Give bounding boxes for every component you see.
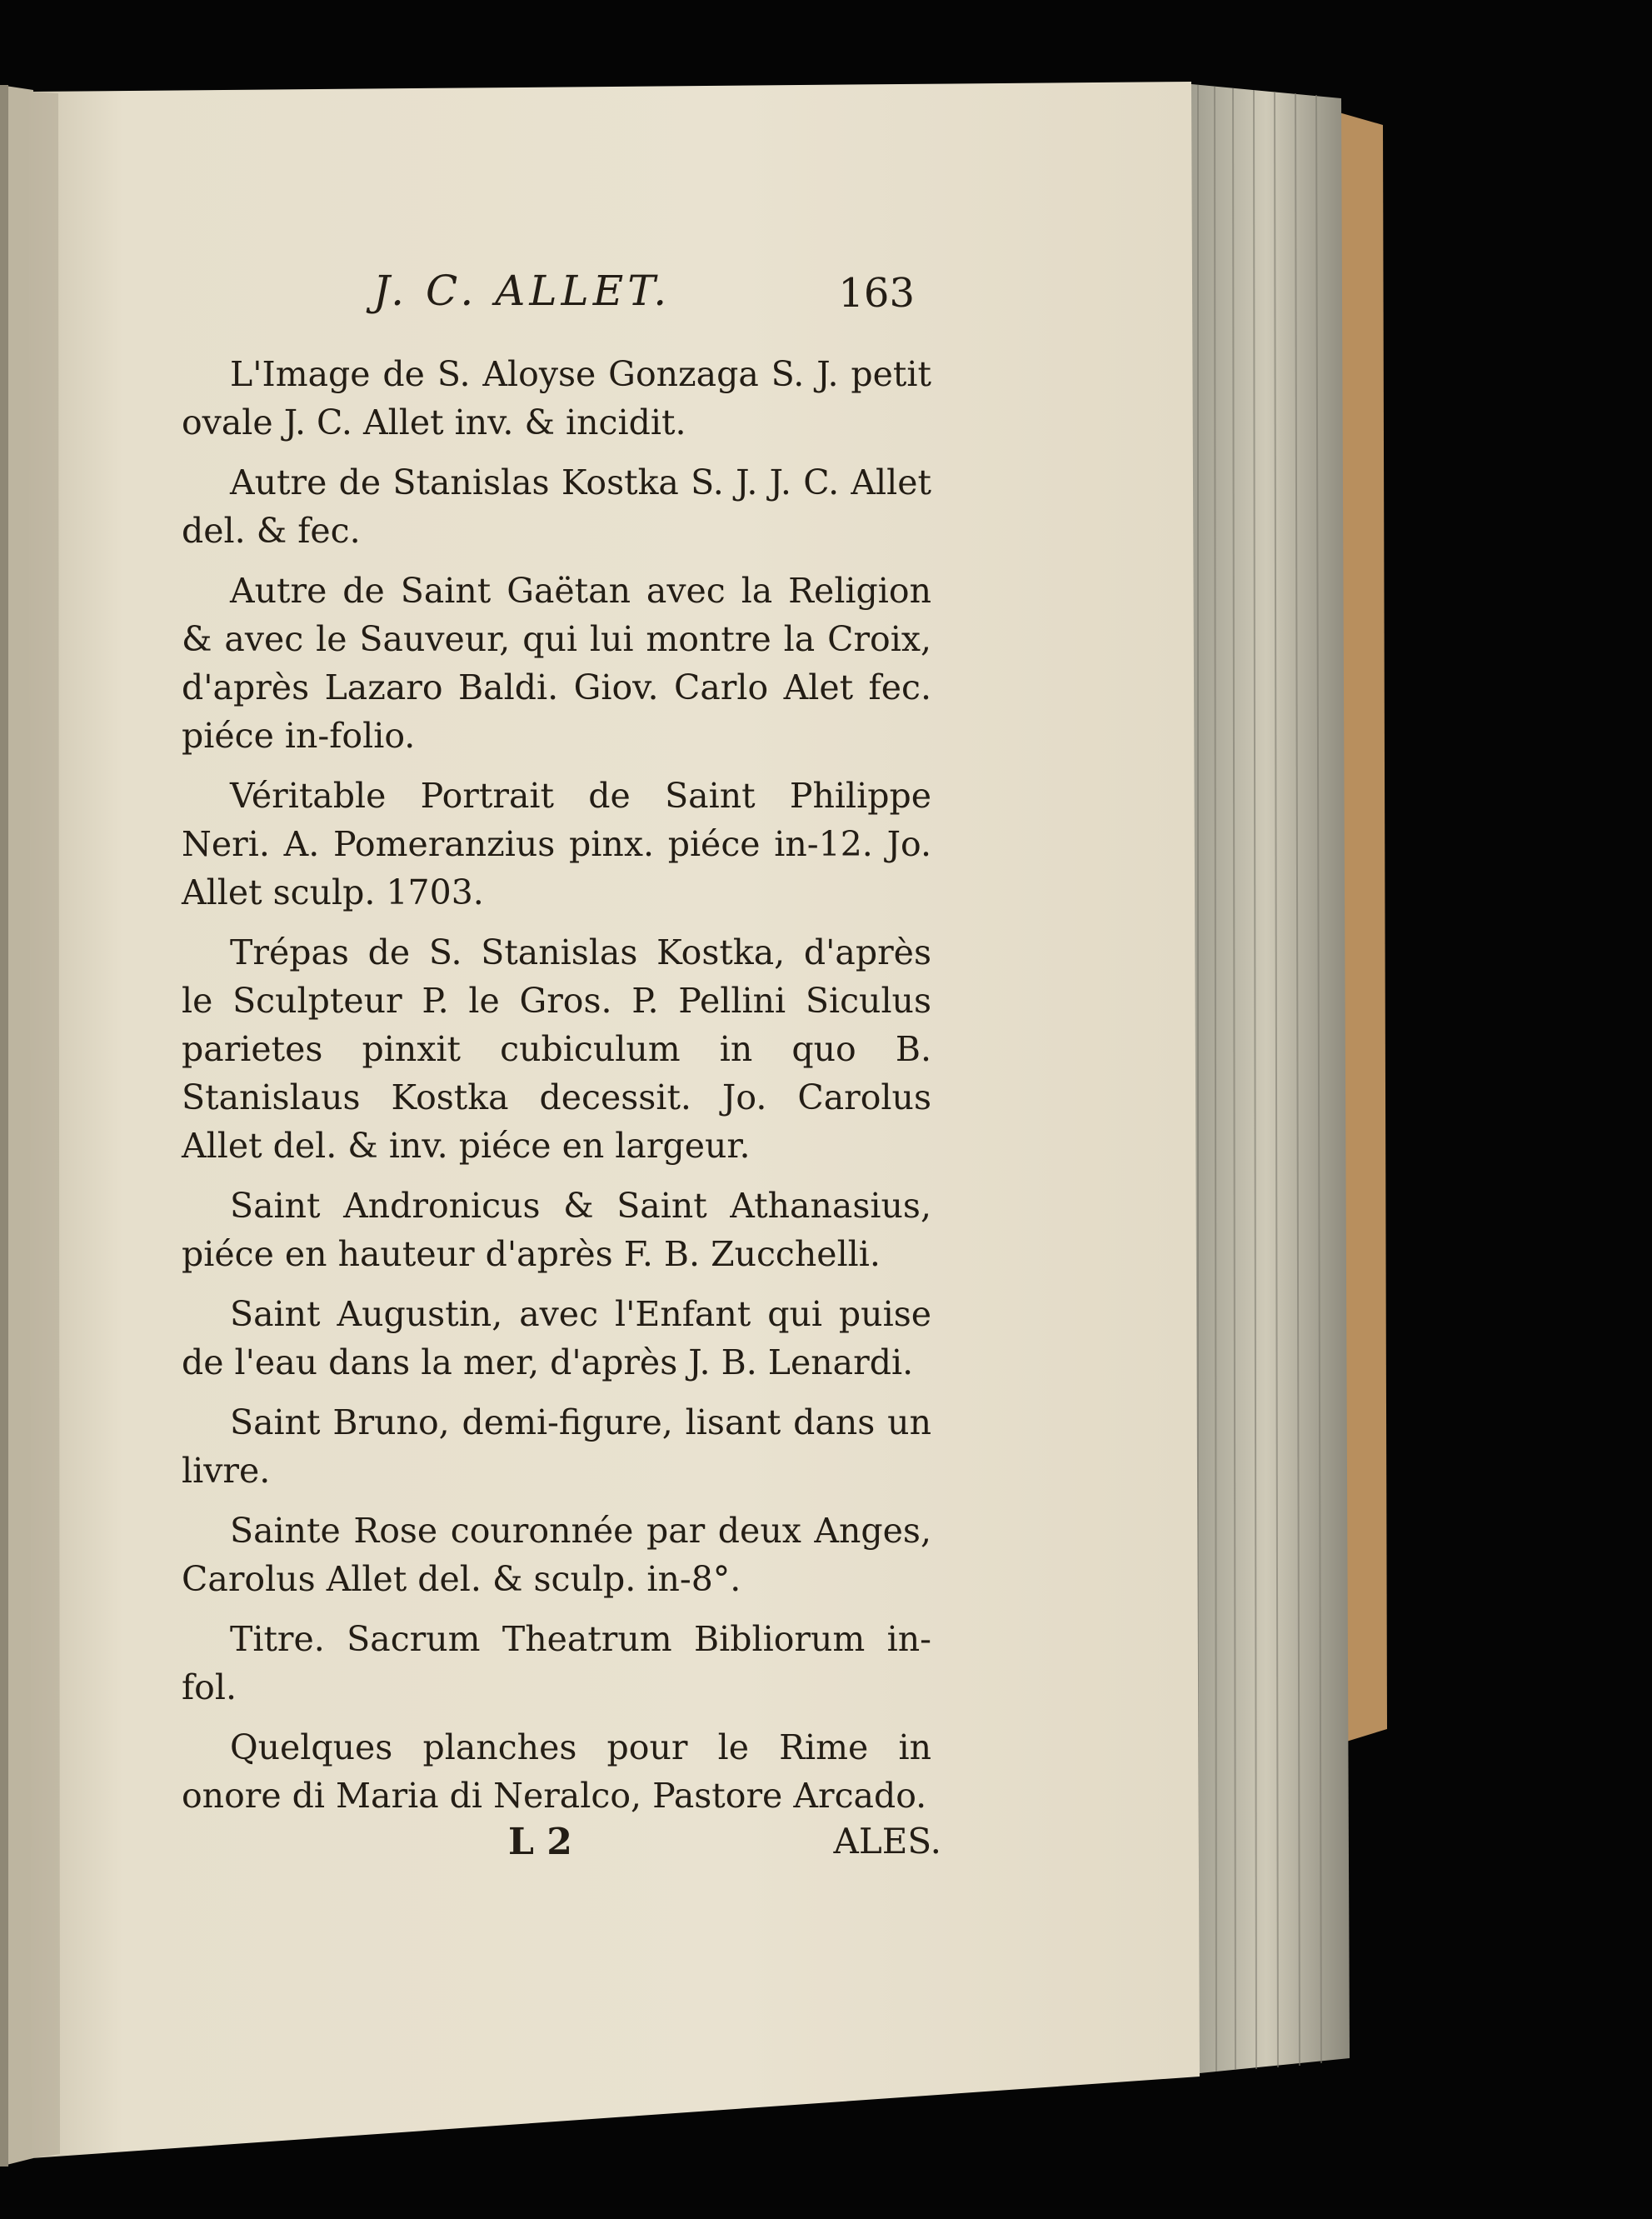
page-shadow-gutter bbox=[29, 92, 60, 2158]
page-number: 163 bbox=[838, 270, 915, 317]
left-page-sliver bbox=[0, 85, 33, 2167]
page-text bbox=[182, 267, 931, 1832]
catalogue-entry: Quelques planches pour le Rime in onore di Maria di Neralco, Pastore Arcado. bbox=[182, 1727, 931, 1816]
catalogue-entry: Saint Augustin, avec l'Enfant qui puise de l'eau dans la mer, d'après J. B. Lenardi. bbox=[182, 1294, 931, 1382]
signature-mark: L 2 bbox=[508, 1821, 572, 1863]
catalogue-entry: Autre de Stanislas Kostka S. J. J. C. Allet del. & fec. bbox=[182, 462, 931, 551]
catalogue-entry: Sainte Rose couronnée par deux Anges, Carolus Allet del. & sculp. in-8°. bbox=[182, 1511, 931, 1599]
catalogue-entry: Saint Andronicus & Saint Athanasius, piéce en hauteur d'après F. B. Zucchelli. bbox=[182, 1186, 931, 1274]
page-stack bbox=[1183, 83, 1350, 2075]
catalogue-entry: Véritable Portrait de Saint Philippe Neri. A. Pomeranzius pinx. piéce in-12. Jo. Allet sculp. 1703. bbox=[182, 776, 931, 912]
catalogue-entry: Trépas de S. Stanislas Kostka, d'après le Sculpteur P. le Gros. P. Pellini Siculus parietes pinxit cubiculum in quo B. Stanislaus Kostka decessit. Jo. Carolus Allet del. & inv. piéce en largeur. bbox=[182, 932, 931, 1166]
catalogue-entry: Saint Bruno, demi-figure, lisant dans un livre. bbox=[182, 1402, 931, 1491]
catalogue-entry: Titre. Sacrum Theatrum Bibliorum in-fol. bbox=[182, 1619, 931, 1707]
page-header bbox=[182, 267, 931, 333]
catalogue-entry: L'Image de S. Aloyse Gonzaga S. J. petit ovale J. C. Allet inv. & incidit. bbox=[182, 354, 931, 442]
catchword: ALES. bbox=[833, 1821, 941, 1862]
page-footer bbox=[508, 1821, 941, 1879]
running-title: J. C. ALLET. bbox=[373, 267, 671, 315]
catalogue-entry: Autre de Saint Gaëtan avec la Religion & avec le Sauveur, qui lui montre la Croix, d'après Lazaro Baldi. Giov. Carlo Alet fec. piéce in-folio. bbox=[182, 571, 931, 756]
